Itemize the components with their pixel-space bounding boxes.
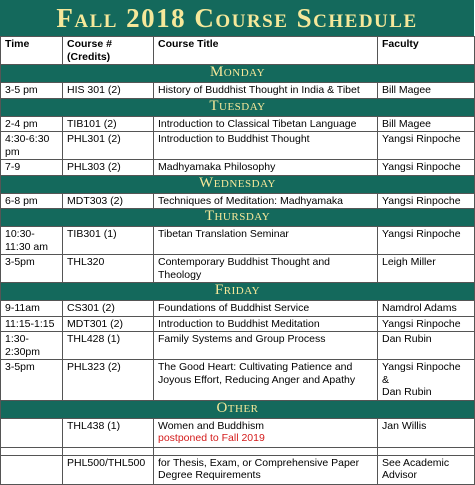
table-row bbox=[1, 255, 475, 283]
title-cell: Tibetan Translation Seminar bbox=[154, 227, 378, 255]
section-label: Other bbox=[1, 400, 475, 418]
section-other bbox=[1, 400, 475, 418]
faculty-cell: Bill Magee bbox=[378, 116, 475, 132]
header-time: Time bbox=[1, 37, 63, 65]
time-cell: 6-8 pm bbox=[1, 193, 63, 209]
course-cell: TIB101 (2) bbox=[63, 116, 154, 132]
course-cell: TIB301 (1) bbox=[63, 227, 154, 255]
course-cell: HIS 301 (2) bbox=[63, 83, 154, 99]
time-cell: 4:30-6:30 pm bbox=[1, 132, 63, 160]
table-row bbox=[1, 360, 475, 401]
section-monday bbox=[1, 65, 475, 83]
header-row bbox=[1, 37, 475, 65]
faculty-cell: Yangsi Rinpoche bbox=[378, 227, 475, 255]
header-faculty: Faculty bbox=[378, 37, 475, 65]
section-label: Monday bbox=[1, 65, 475, 83]
course-cell: THL320 bbox=[63, 255, 154, 283]
section-label: Wednesday bbox=[1, 175, 475, 193]
section-thursday bbox=[1, 209, 475, 227]
table-row bbox=[1, 455, 475, 484]
time-cell: 2-4 pm bbox=[1, 116, 63, 132]
section-wednesday bbox=[1, 175, 475, 193]
title-cell: History of Buddhist Thought in India & Tibet bbox=[154, 83, 378, 99]
course-cell: PHL323 (2) bbox=[63, 360, 154, 401]
time-cell: 11:15-1:15 bbox=[1, 316, 63, 332]
title-cell: Family Systems and Group Process bbox=[154, 332, 378, 360]
course-cell: MDT301 (2) bbox=[63, 316, 154, 332]
header-title: Course Title bbox=[154, 37, 378, 65]
title-cell: Contemporary Buddhist Thought and Theology bbox=[154, 255, 378, 283]
title-cell: The Good Heart: Cultivating Patience and Joyous Effort, Reducing Anger and Apathy bbox=[154, 360, 378, 401]
faculty-cell: Jan Willis bbox=[378, 418, 475, 447]
time-cell: 7-9 bbox=[1, 160, 63, 176]
faculty-cell: Bill Magee bbox=[378, 83, 475, 99]
faculty-cell: Yangsi Rinpoche bbox=[378, 132, 475, 160]
title-cell: Foundations of Buddhist Service bbox=[154, 301, 378, 317]
faculty-cell: Yangsi Rinpoche bbox=[378, 193, 475, 209]
course-cell: MDT303 (2) bbox=[63, 193, 154, 209]
faculty-cell: See Academic Advisor bbox=[378, 455, 475, 484]
section-tuesday bbox=[1, 98, 475, 116]
faculty-cell: Namdrol Adams bbox=[378, 301, 475, 317]
table-row bbox=[1, 193, 475, 209]
time-cell: 10:30- 11:30 am bbox=[1, 227, 63, 255]
time-cell bbox=[1, 418, 63, 447]
schedule-title: Fall 2018 Course Schedule bbox=[0, 0, 474, 36]
title-cell bbox=[154, 418, 378, 447]
course-cell: CS301 (2) bbox=[63, 301, 154, 317]
table-row bbox=[1, 301, 475, 317]
table-row bbox=[1, 160, 475, 176]
time-cell bbox=[1, 455, 63, 484]
title-cell: Techniques of Meditation: Madhyamaka bbox=[154, 193, 378, 209]
time-cell: 3-5 pm bbox=[1, 83, 63, 99]
table-row bbox=[1, 316, 475, 332]
course-title-text: Women and Buddhism bbox=[158, 419, 265, 432]
header-course: Course # (Credits) bbox=[63, 37, 154, 65]
faculty-cell: Leigh Miller bbox=[378, 255, 475, 283]
time-cell: 3-5pm bbox=[1, 360, 63, 401]
postponed-note: postponed to Fall 2019 bbox=[158, 432, 265, 444]
faculty-cell: Dan Rubin bbox=[378, 332, 475, 360]
faculty-cell: Yangsi Rinpoche bbox=[378, 160, 475, 176]
spacer-row bbox=[1, 447, 475, 455]
time-cell: 1:30- 2:30pm bbox=[1, 332, 63, 360]
title-cell: Madhyamaka Philosophy bbox=[154, 160, 378, 176]
course-cell: PHL301 (2) bbox=[63, 132, 154, 160]
course-cell: PHL303 (2) bbox=[63, 160, 154, 176]
faculty-cell: Yangsi Rinpoche bbox=[378, 316, 475, 332]
section-friday bbox=[1, 283, 475, 301]
table-row bbox=[1, 332, 475, 360]
title-cell: Introduction to Buddhist Meditation bbox=[154, 316, 378, 332]
faculty-cell: Yangsi Rinpoche & Dan Rubin bbox=[378, 360, 475, 401]
section-label: Friday bbox=[1, 283, 475, 301]
table-row bbox=[1, 227, 475, 255]
course-cell: THL428 (1) bbox=[63, 332, 154, 360]
course-cell: PHL500/THL500 bbox=[63, 455, 154, 484]
course-cell: THL438 (1) bbox=[63, 418, 154, 447]
table-row bbox=[1, 418, 475, 447]
time-cell: 3-5pm bbox=[1, 255, 63, 283]
time-cell: 9-11am bbox=[1, 301, 63, 317]
schedule-table bbox=[0, 36, 475, 485]
title-cell: for Thesis, Exam, or Comprehensive Paper Degree Requirements bbox=[154, 455, 378, 484]
section-label: Thursday bbox=[1, 209, 475, 227]
table-row bbox=[1, 116, 475, 132]
title-cell: Introduction to Classical Tibetan Language bbox=[154, 116, 378, 132]
section-label: Tuesday bbox=[1, 98, 475, 116]
title-cell: Introduction to Buddhist Thought bbox=[154, 132, 378, 160]
table-row bbox=[1, 83, 475, 99]
table-row bbox=[1, 132, 475, 160]
